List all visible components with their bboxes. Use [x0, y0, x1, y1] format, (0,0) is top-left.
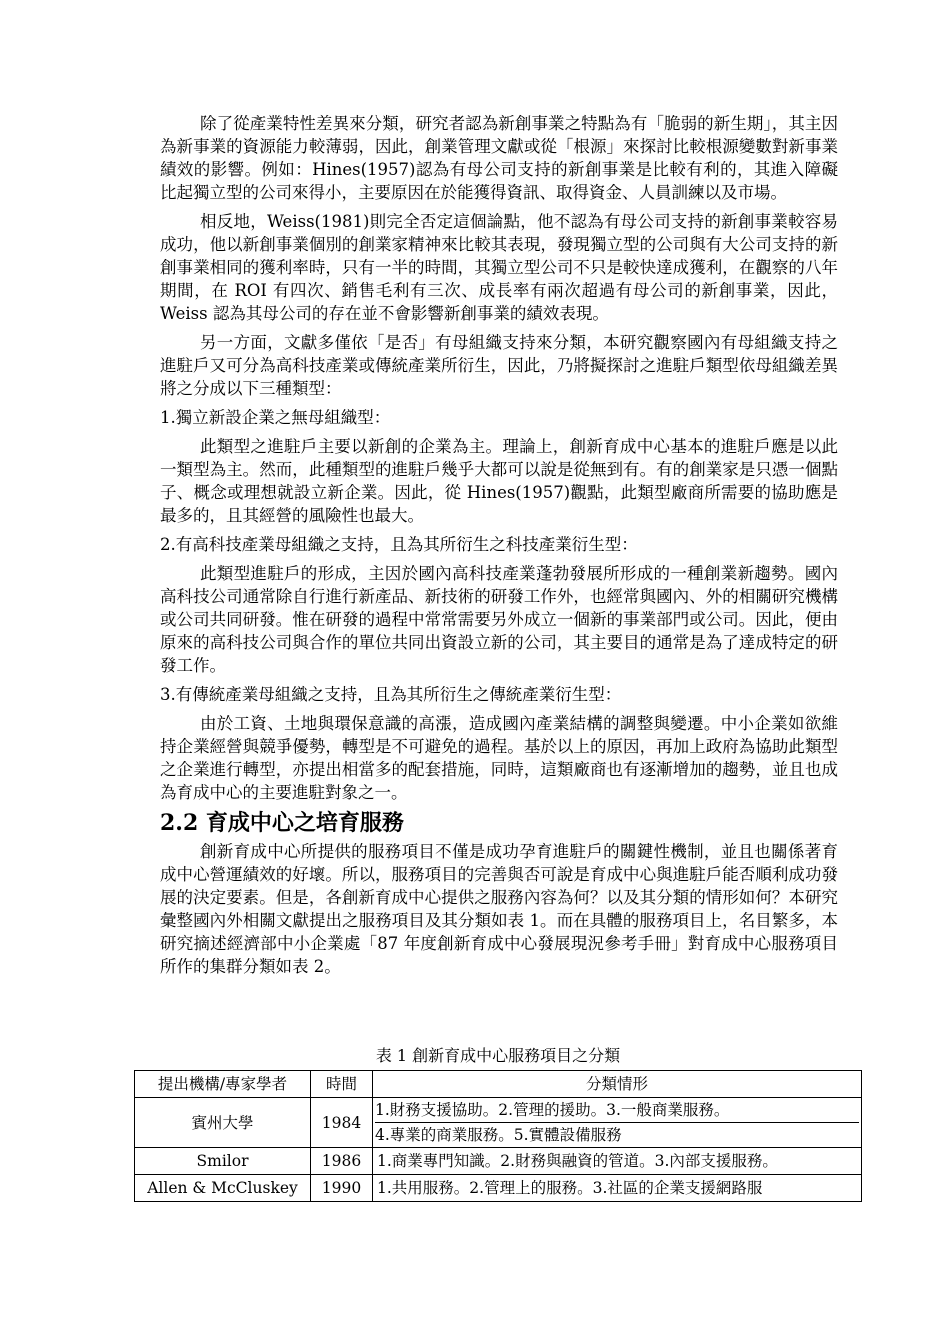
table-caption: 表 1 創新育成中心服務項目之分類 — [375, 1046, 621, 1065]
paragraph: 此類型之進駐戶主要以新創的企業為主。理論上，創新育成中心基本的進駐戶應是以此一類型為主。然而，此種類型的進駐戶幾乎大都可以說是從無到有。有的創業家是只憑一個點子、概念或理想就設立新企業。因此，從 Hines(1957)觀點，此類型廠商所需要的協助應是最多的，且其經營的風險性也最大。 — [160, 437, 838, 525]
column-header: 時間 — [311, 1071, 373, 1098]
section-heading: 2.2 育成中心之培育服務 — [160, 810, 404, 836]
table-cell-org: Smilor — [135, 1148, 311, 1175]
paragraph: 除了從產業特性差異來分類，研究者認為新創事業之特點為有「脆弱的新生期」，其主因為新事業的資源能力較薄弱，因此，創業管理文獻或從「根源」來探討比較根源變數對新事業績效的影響。例如：Hines(1957)認為有母公司支持的新創事業是比較有利的，其進入障礙比起獨立型的公司來得小，主要原因在於能獲得資訊、取得資金、人員訓練以及市場。 — [160, 114, 838, 202]
classification-line: 1.財務支援協助。2.管理的援助。3.一般商業服務。 — [375, 1098, 859, 1123]
paragraph: 相反地，Weiss(1981)則完全否定這個論點，他不認為有母公司支持的新創事業較容易成功，他以新創事業個別的創業家精神來比較其表現，發現獨立型的公司與有大公司支持的新創事業相同的獲利率時，只有一半的時間，其獨立型公司不只是較快達成獲利，在觀察的八年期間，在 ROI 有四次、銷售毛利有三次、成長率有兩次超過有母公司的新創事業，因此，Weiss 認為其母公司的存在並不會影響新創事業的績效表現。 — [160, 212, 838, 323]
table-row — [135, 1175, 862, 1202]
table-cell-classification: 1.共用服務。2.管理上的服務。3.社區的企業支援網路服 — [373, 1175, 862, 1202]
paragraph: 另一方面，文獻多僅依「是否」有母組織支持來分類，本研究觀察國內有母組織支持之進駐戶又可分為高科技產業或傳統產業所衍生，因此，乃將擬探討之進駐戶類型依母組織差異將之分成以下三種類型： — [160, 333, 838, 398]
paragraph: 由於工資、土地與環保意識的高漲，造成國內產業結構的調整與變遷。中小企業如欲維持企業經營與競爭優勢，轉型是不可避免的過程。基於以上的原因，再加上政府為協助此類型之企業進行轉型，亦提出相當多的配套措施，同時，這類廠商也有逐漸增加的趨勢，並且也成為育成中心的主要進駐對象之一。 — [160, 714, 838, 802]
table-cell-year: 1986 — [311, 1148, 373, 1175]
list-item-heading: 1.獨立新設企業之無母組織型： — [160, 408, 391, 427]
table-cell-classification: 1.商業專門知識。2.財務與融資的管道。3.內部支援服務。 — [373, 1148, 862, 1175]
paragraph: 創新育成中心所提供的服務項目不僅是成功孕育進駐戶的關鍵性機制，並且也關係著育成中心營運績效的好壞。所以，服務項目的完善與否可說是育成中心與進駐戶能否順利成功發展的決定要素。但是，各創新育成中心提供之服務內容為何？以及其分類的情形如何？本研究彙整國內外相關文獻提出之服務項目及其分類如表 1。而在具體的服務項目上，名目繁多，本研究摘述經濟部中小企業處「87 年度創新育成中心發展現況參考手冊」對育成中心服務項目所作的集群分類如表 2。 — [160, 842, 838, 976]
table-row — [135, 1148, 862, 1175]
table-cell-year: 1984 — [311, 1098, 373, 1148]
column-header: 分類情形 — [373, 1071, 862, 1098]
classification-line: 4.專業的商業服務。5.實體設備服務 — [375, 1126, 622, 1144]
table-cell-org: 賓州大學 — [135, 1098, 311, 1148]
service-classification-table — [134, 1070, 862, 1202]
column-header: 提出機構/專家學者 — [135, 1071, 311, 1098]
document-body — [160, 112, 838, 978]
table-header-row — [135, 1071, 862, 1098]
table-cell-org: Allen & McCluskey — [135, 1175, 311, 1202]
table-cell-year: 1990 — [311, 1175, 373, 1202]
table-cell-classification — [373, 1098, 862, 1148]
paragraph: 此類型進駐戶的形成，主因於國內高科技產業蓬勃發展所形成的一種創業新趨勢。國內高科技公司通常除自行進行新產品、新技術的研發工作外，也經常與國內、外的相關研究機構或公司共同研發。惟在研發的過程中常常需要另外成立一個新的事業部門或公司。因此，便由原來的高科技公司與合作的單位共同出資設立新的公司，其主要目的通常是為了達成特定的研發工作。 — [160, 564, 838, 675]
list-item-heading: 3.有傳統產業母組織之支持，且為其所衍生之傳統產業衍生型： — [160, 685, 622, 704]
list-item-heading: 2.有高科技產業母組織之支持，且為其所衍生之科技產業衍生型： — [160, 535, 638, 554]
table-row — [135, 1098, 862, 1148]
